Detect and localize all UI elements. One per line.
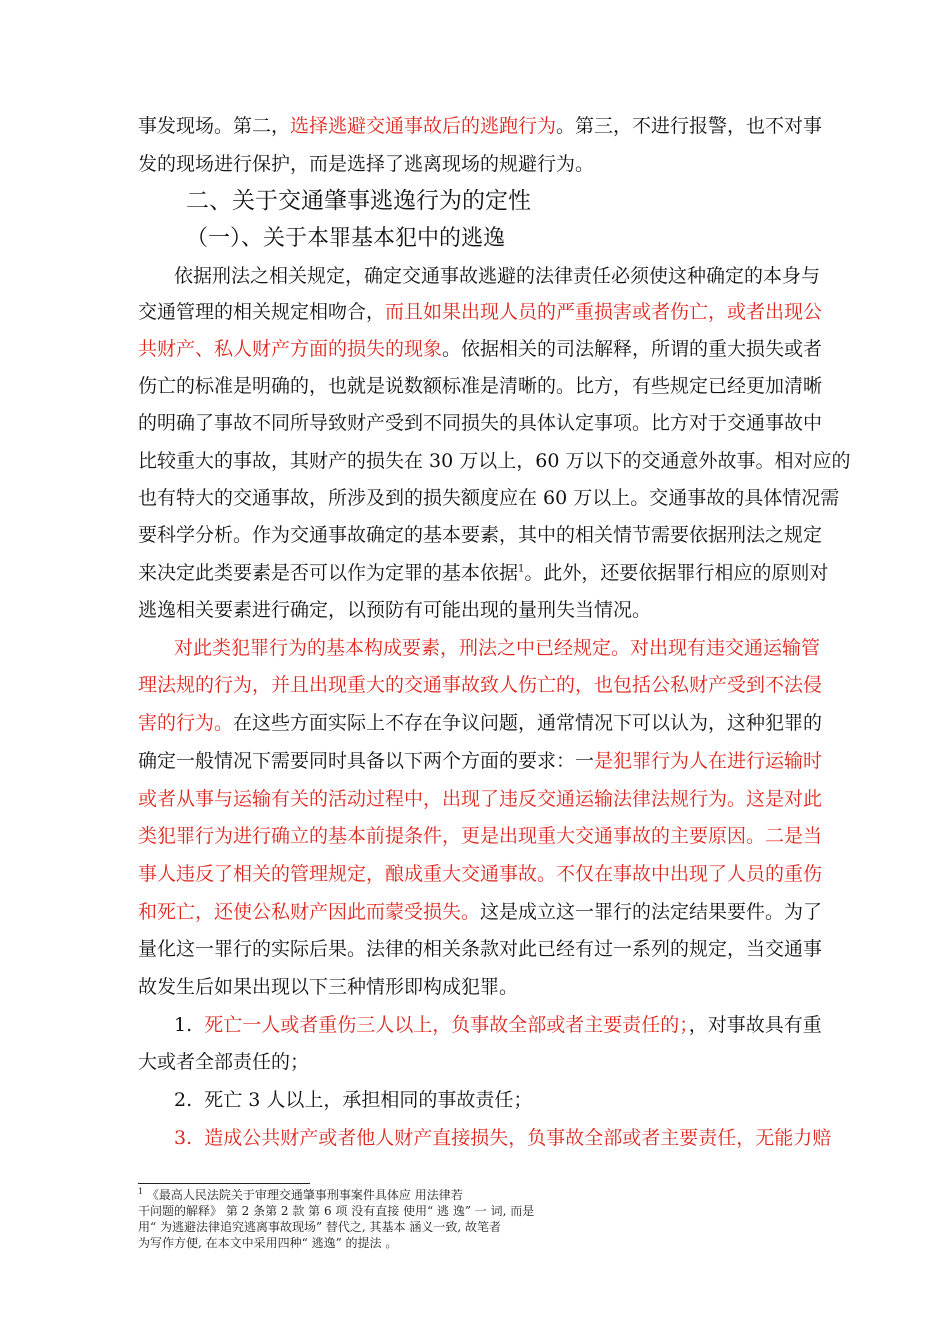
- text-run: 确定一般情况下需要同时具备以下两个方面的要求：一: [138, 750, 595, 772]
- text-run: 《最高人民法院关于审理交通肇事刑事案件具体应 用法律若: [146, 1188, 463, 1202]
- highlighted-text: 是犯罪行为人在进行运输时: [594, 750, 823, 772]
- paragraph-line: 故发生后如果出现以下三种情形即构成犯罪。: [138, 976, 519, 998]
- paragraph-line: [138, 337, 838, 361]
- list-item: [174, 1013, 874, 1037]
- footnote-line: 用“ 为逃避法律追究逃离事故现场” 替代之, 其基本 涵义一致, 故笔者: [138, 1220, 501, 1234]
- list-item: [174, 1088, 874, 1112]
- highlighted-text: 共财产、私人财产方面的损失的现象: [138, 338, 443, 360]
- paragraph-line: [138, 114, 838, 138]
- paragraph-line: 比较重大的事故，其财产的损失在 30 万以上，60 万以下的交通意外故事。相对应的: [138, 450, 851, 472]
- paragraph-line: 也有特大的交通事故，所涉及到的损失额度应在 60 万以上。交通事故的具体情况需: [138, 487, 840, 509]
- text-run: 。第三，不进行报警，也不对事: [556, 115, 823, 137]
- highlighted-text: 死亡一人或者重伤三人以上，负事故全部或者主要责任的；: [204, 1014, 689, 1036]
- list-number: 1.: [174, 1014, 193, 1036]
- list-number: 2.: [174, 1089, 193, 1111]
- text-run: ，对事故具有重: [688, 1014, 822, 1036]
- paragraph-line: 发的现场进行保护，而是选择了逃离现场的规避行为。: [138, 153, 595, 175]
- text-run: 交通管理的相关规定相吻合，: [138, 301, 386, 323]
- text-run: 事发现场。第二，: [138, 115, 291, 137]
- highlighted-text: 害的行为。: [138, 712, 234, 734]
- footnote-mark: 1: [138, 1187, 144, 1196]
- subsection-heading: （一）、关于本罪基本犯中的逃逸: [186, 226, 506, 251]
- paragraph-line: 伤亡的标准是明确的，也就是说数额标准是清晰的。比方，有些规定已经更加清晰: [138, 375, 823, 397]
- text-run: 这是成立这一罪行的法定结果要件。为了: [480, 901, 823, 923]
- paragraph-line: [138, 749, 838, 773]
- footnote-line: [138, 1188, 608, 1203]
- paragraph-line: 依据刑法之相关规定，确定交通事故逃避的法律责任必须使这种确定的本身与: [174, 265, 821, 287]
- text-run: 。依据相关的司法解释，所谓的重大损失或者: [442, 338, 823, 360]
- paragraph-line: 事人违反了相关的管理规定，酿成重大交通事故。不仅在事故中出现了人员的重伤: [138, 863, 823, 885]
- paragraph-line: 对此类犯罪行为的基本构成要素，刑法之中已经规定。对出现有违交通运输管: [174, 637, 821, 659]
- text-run: 。此外，还要依据罪行相应的原则对: [524, 562, 829, 584]
- paragraph-line: 理法规的行为，并且出现重大的交通事故致人伤亡的，也包括公私财产受到不法侵: [138, 674, 823, 696]
- paragraph-line: [138, 711, 838, 735]
- text-run: 来决定此类要素是否可以作为定罪的基本依据: [138, 562, 519, 584]
- paragraph-line: 要科学分析。作为交通事故确定的基本要素，其中的相关情节需要依据刑法之规定: [138, 524, 823, 546]
- paragraph-line: 量化这一罪行的实际后果。法律的相关条款对此已经有过一系列的规定，当交通事: [138, 938, 823, 960]
- paragraph-line: 或者从事与运输有关的活动过程中，出现了违反交通运输法律法规行为。这是对此: [138, 788, 823, 810]
- highlighted-text: 选择逃避交通事故后的逃跑行为: [290, 115, 557, 137]
- paragraph-line: 逃逸相关要素进行确定，以预防有可能出现的量刑失当情况。: [138, 599, 652, 621]
- highlighted-text: 和死亡，还使公私财产因此而蒙受损失。: [138, 901, 481, 923]
- footnote-line: 干问题的解释》 第 2 条第 2 款 第 6 项 没有直接 使用“ 逃 逸” 一 词, 而是: [138, 1204, 535, 1218]
- highlighted-text: 造成公共财产或者他人财产直接损失，负事故全部或者主要责任，无能力赔: [204, 1127, 832, 1149]
- paragraph-line: 的明确了事故不同所导致财产受到不同损失的具体认定事项。比方对于交通事故中: [138, 412, 823, 434]
- text-run: 在这些方面实际上不存在争议问题，通常情况下可以认为，这种犯罪的: [233, 712, 823, 734]
- footnote-reference[interactable]: 1: [518, 563, 525, 575]
- list-item-continuation: 大或者全部责任的；: [138, 1051, 310, 1073]
- footnote-line: 为写作方便, 在本文中采用四种“ 逃逸” 的提法 。: [138, 1236, 398, 1250]
- paragraph-line: [138, 300, 838, 324]
- footnote-separator: [138, 1183, 310, 1184]
- paragraph-line: [138, 900, 838, 924]
- list-item: [174, 1126, 874, 1150]
- paragraph-line: [138, 561, 838, 585]
- highlighted-text: 而且如果出现人员的严重损害或者伤亡，或者出现公: [385, 301, 823, 323]
- section-heading: 二、关于交通肇事逃逸行为的定性: [186, 188, 531, 214]
- text-run: 死亡 3 人以上，承担相同的事故责任；: [204, 1089, 533, 1111]
- paragraph-line: 类犯罪行为进行确立的基本前提条件，更是出现重大交通事故的主要原因。二是当: [138, 825, 823, 847]
- list-number: 3.: [174, 1127, 193, 1149]
